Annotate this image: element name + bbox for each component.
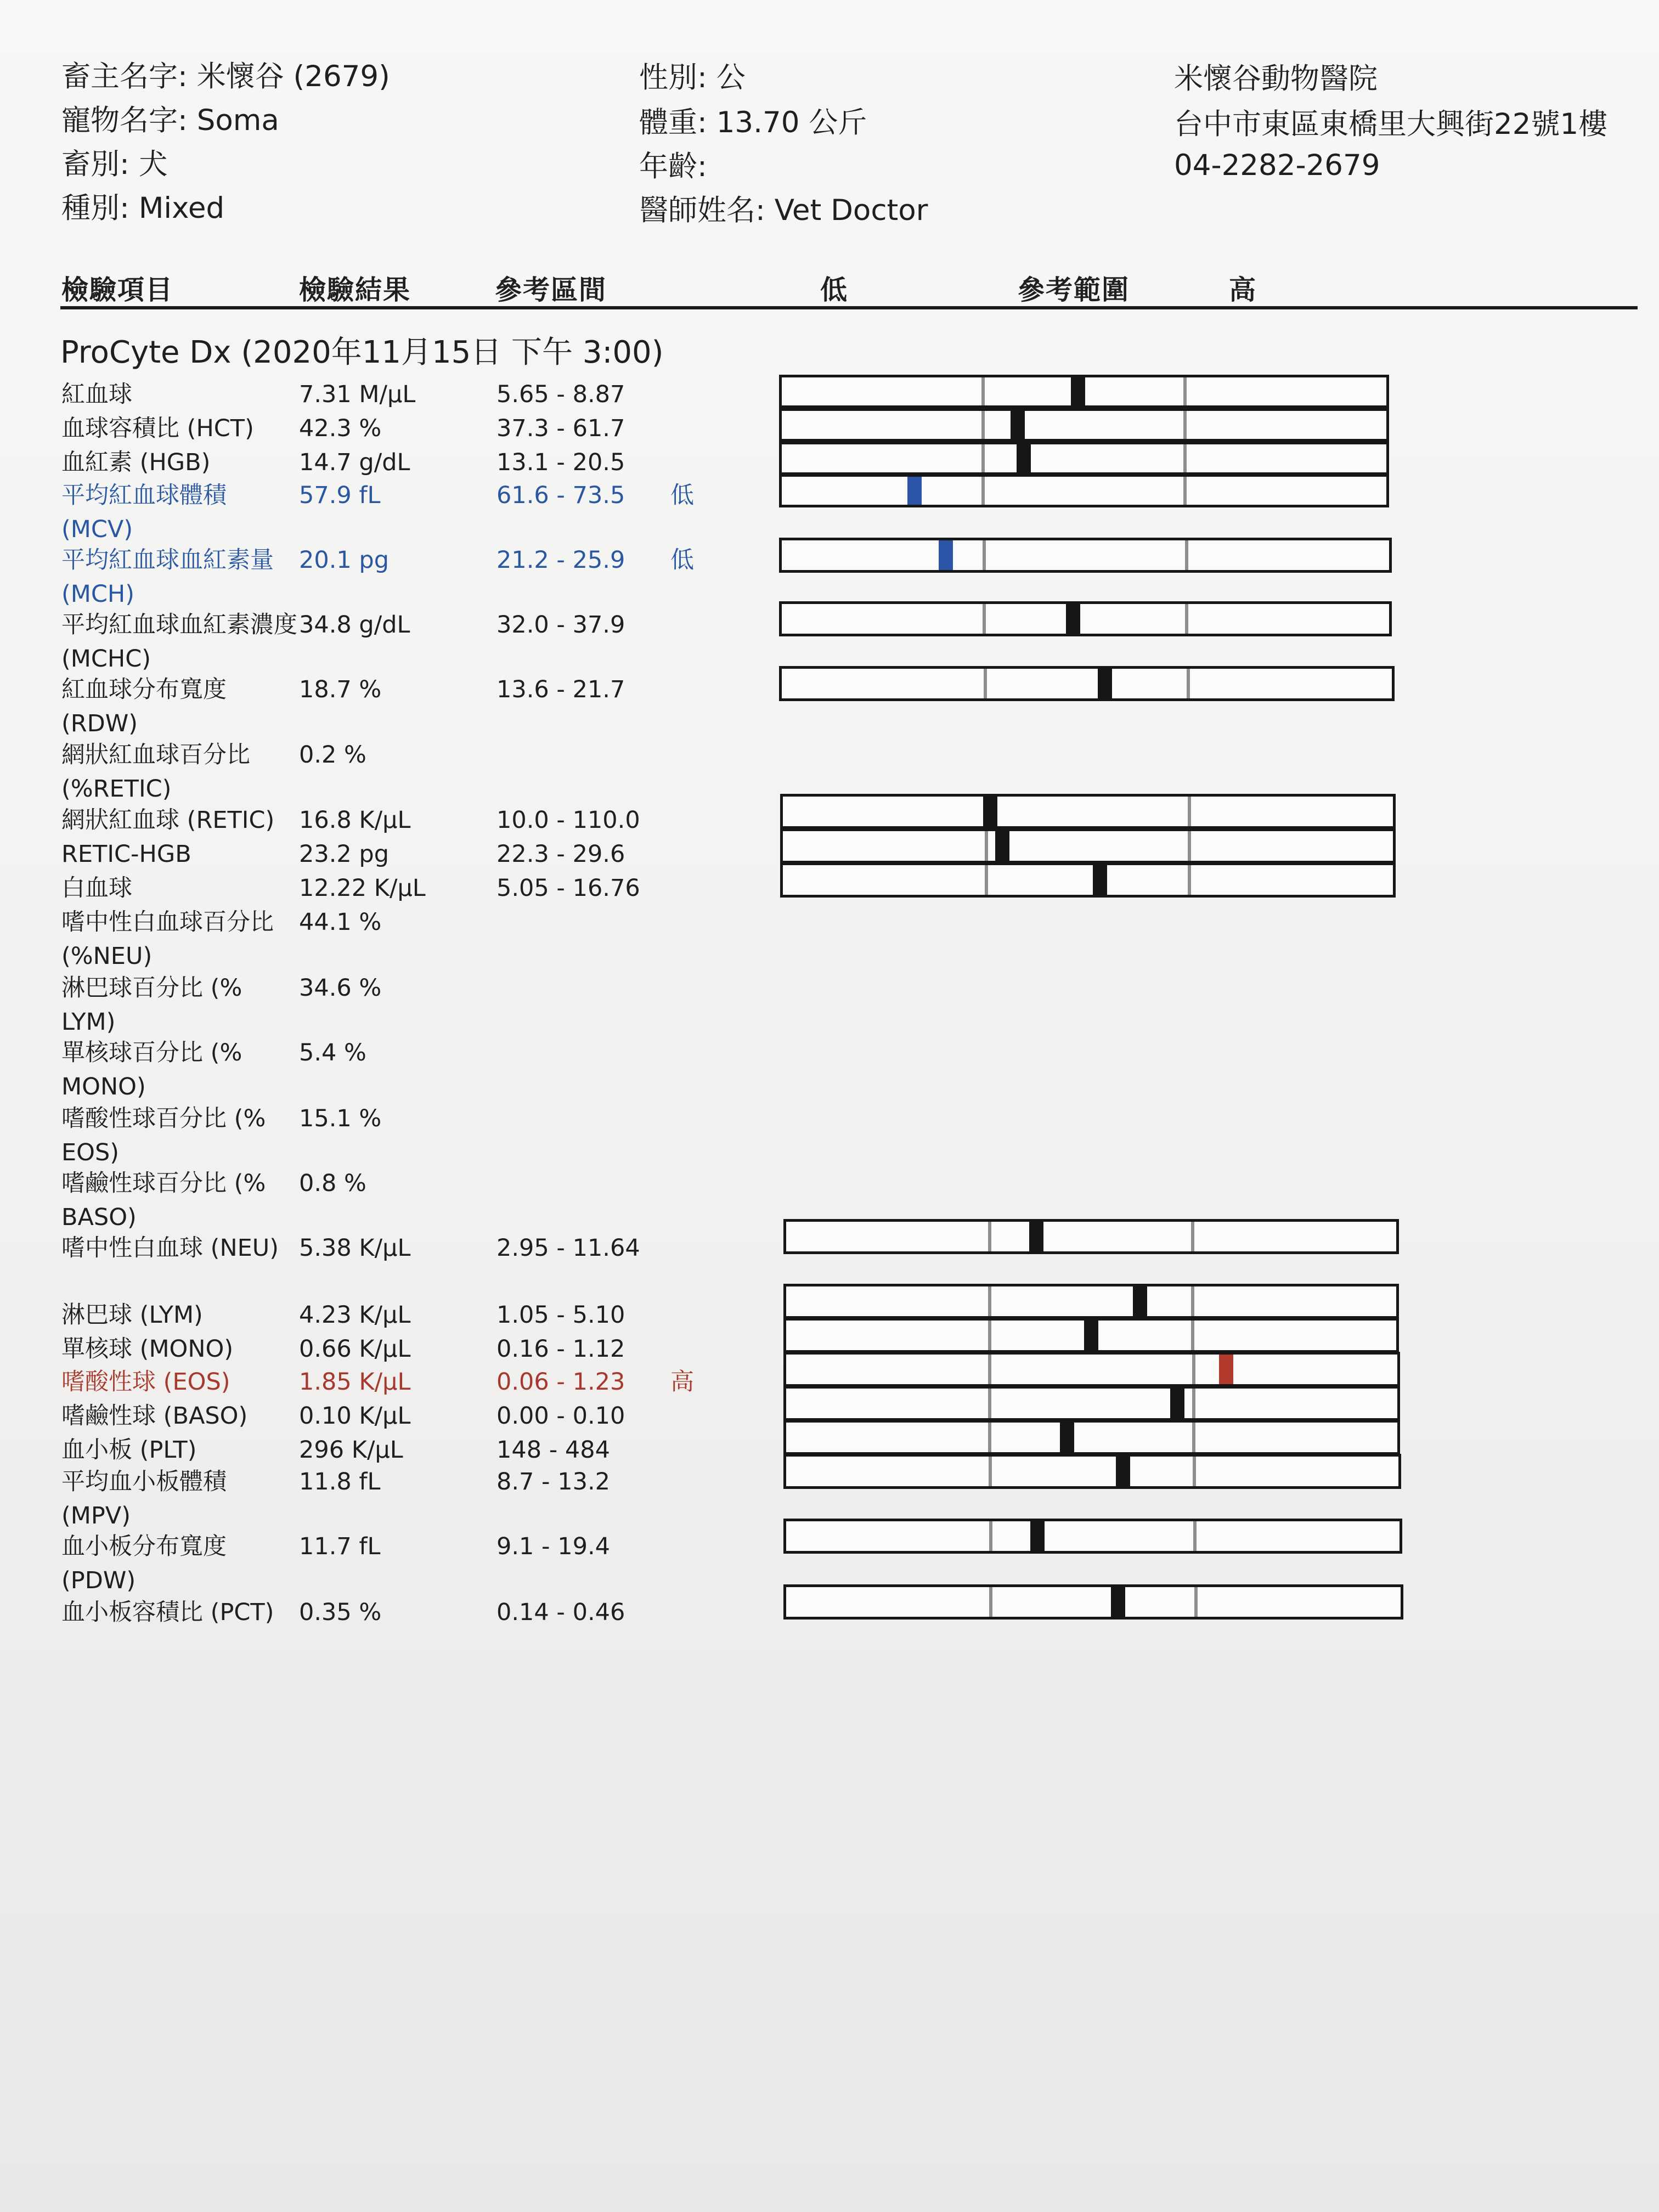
range-gauge (780, 862, 1396, 898)
range-gauge (779, 408, 1389, 442)
test-reference-range: 32.0 - 37.9 (496, 611, 625, 639)
test-result: 0.66 K/µL (299, 1335, 411, 1363)
gauge-divider (984, 669, 987, 698)
test-result: 5.4 % (299, 1039, 366, 1066)
clinic-phone: 04-2282-2679 (1174, 149, 1380, 182)
range-gauge (779, 375, 1389, 408)
gauge-marker (1219, 1355, 1233, 1384)
gauge-divider (1191, 1286, 1194, 1316)
test-result: 11.7 fL (299, 1533, 381, 1560)
test-name: 嗜鹼性球百分比 (% BASO) (61, 1170, 266, 1231)
gauge-marker (1098, 669, 1112, 698)
range-gauge (779, 474, 1389, 507)
test-flag: 低 (670, 546, 694, 574)
col-range: 參考範圍 (1018, 274, 1130, 306)
test-name: 平均紅血球血紅素量 (MCH) (61, 546, 274, 608)
test-name: 紅血球 (61, 381, 132, 408)
gauge-divider (988, 1286, 991, 1316)
gauge-divider (1188, 797, 1191, 826)
gauge-marker (1111, 1587, 1125, 1617)
age: 年齡: (639, 150, 707, 183)
gauge-divider (1191, 1222, 1194, 1251)
test-reference-range: 0.14 - 0.46 (496, 1599, 625, 1626)
range-gauge (779, 442, 1389, 475)
test-name: 網狀紅血球百分比 (%RETIC) (61, 741, 250, 803)
gauge-divider (1192, 1389, 1195, 1418)
test-result: 0.10 K/µL (299, 1402, 411, 1430)
test-result: 15.1 % (299, 1105, 382, 1132)
gauge-marker (1170, 1389, 1184, 1418)
gauge-marker (1060, 1423, 1074, 1452)
section-title: ProCyte Dx (2020年11月15日 下午 3:00) (60, 335, 664, 370)
test-name: 血紅素 (HGB) (61, 449, 211, 476)
range-gauge (783, 1352, 1400, 1387)
test-name: 網狀紅血球 (RETIC) (61, 806, 275, 834)
test-reference-range: 10.0 - 110.0 (496, 806, 640, 834)
col-high: 高 (1229, 274, 1257, 306)
test-reference-range: 61.6 - 73.5 (496, 482, 625, 509)
test-result: 0.35 % (299, 1599, 382, 1626)
gauge-marker (1116, 1457, 1130, 1486)
gauge-divider (1185, 604, 1188, 634)
test-name: 血小板分布寬度 (PDW) (61, 1533, 227, 1594)
range-gauge (783, 1519, 1402, 1554)
test-name: 嗜鹼性球 (BASO) (61, 1402, 248, 1430)
gauge-divider (1193, 1521, 1197, 1551)
gauge-divider (1183, 477, 1187, 505)
test-name: 平均血小板體積 (MPV) (61, 1468, 227, 1530)
col-reference: 參考區間 (495, 274, 607, 306)
test-result: 16.8 K/µL (299, 806, 411, 834)
test-result: 0.8 % (299, 1170, 366, 1197)
gauge-divider (989, 1457, 992, 1486)
test-result: 7.31 M/µL (299, 381, 416, 408)
range-gauge (783, 1219, 1399, 1254)
gauge-divider (981, 477, 985, 505)
gauge-divider (1183, 444, 1187, 472)
range-gauge (783, 1386, 1400, 1421)
range-gauge (783, 1454, 1401, 1489)
test-reference-range: 13.1 - 20.5 (496, 449, 625, 476)
col-low: 低 (820, 274, 849, 306)
clinic-name: 米懷谷動物醫院 (1174, 62, 1378, 95)
range-gauge (779, 538, 1392, 573)
pet-name: 寵物名字: Soma (61, 104, 279, 137)
test-result: 18.7 % (299, 676, 382, 703)
test-name: 單核球 (MONO) (61, 1335, 234, 1363)
range-gauge (783, 1284, 1399, 1319)
test-reference-range: 1.05 - 5.10 (496, 1301, 625, 1329)
test-name: 嗜酸性球百分比 (% EOS) (61, 1105, 266, 1166)
range-gauge (779, 601, 1392, 636)
gauge-marker (983, 797, 997, 826)
gauge-divider (1193, 1457, 1196, 1486)
range-gauge (783, 1420, 1400, 1455)
test-flag: 低 (670, 482, 694, 509)
gauge-divider (1192, 1423, 1195, 1452)
gauge-divider (983, 540, 986, 570)
gauge-divider (988, 1389, 991, 1418)
gauge-divider (1188, 831, 1191, 861)
owner-name: 畜主名字: 米懷谷 (2679) (61, 60, 390, 93)
gauge-marker (995, 831, 1009, 861)
test-result: 44.1 % (299, 909, 382, 936)
test-result: 57.9 fL (299, 482, 381, 509)
gauge-divider (1191, 1321, 1194, 1350)
test-result: 5.38 K/µL (299, 1234, 411, 1262)
test-name: 白血球 (61, 874, 132, 902)
test-reference-range: 0.00 - 0.10 (496, 1402, 625, 1430)
test-name: 嗜中性白血球 (NEU) (61, 1234, 279, 1262)
gauge-divider (1183, 411, 1187, 439)
species: 畜別: 犬 (61, 148, 168, 181)
gauge-divider (988, 1222, 991, 1251)
test-reference-range: 22.3 - 29.6 (496, 840, 625, 868)
gauge-marker (1071, 377, 1085, 405)
test-reference-range: 13.6 - 21.7 (496, 676, 625, 703)
sex: 性別: 公 (639, 61, 746, 94)
test-reference-range: 0.06 - 1.23 (496, 1368, 625, 1396)
test-result: 296 K/µL (299, 1436, 403, 1464)
test-reference-range: 37.3 - 61.7 (496, 415, 625, 442)
test-result: 11.8 fL (299, 1468, 381, 1496)
gauge-marker (1011, 411, 1025, 439)
range-gauge (779, 666, 1395, 701)
range-gauge (783, 1584, 1403, 1620)
test-result: 20.1 pg (299, 546, 390, 574)
gauge-divider (1188, 865, 1191, 895)
gauge-divider (1192, 1355, 1195, 1384)
test-reference-range: 5.65 - 8.87 (496, 381, 625, 408)
test-result: 34.6 % (299, 974, 382, 1002)
gauge-divider (989, 1587, 992, 1617)
gauge-marker (1066, 604, 1080, 634)
range-gauge (780, 828, 1396, 864)
test-name: 紅血球分布寬度 (RDW) (61, 676, 227, 737)
test-result: 4.23 K/µL (299, 1301, 411, 1329)
test-reference-range: 0.16 - 1.12 (496, 1335, 625, 1363)
test-result: 42.3 % (299, 415, 382, 442)
test-name: 單核球百分比 (% MONO) (61, 1039, 242, 1101)
gauge-divider (985, 865, 988, 895)
gauge-divider (988, 1355, 991, 1384)
col-result: 檢驗結果 (299, 274, 411, 306)
test-name: 淋巴球百分比 (% LYM) (61, 974, 242, 1036)
test-result: 14.7 g/dL (299, 449, 410, 476)
gauge-marker (1030, 1521, 1045, 1551)
gauge-divider (1187, 669, 1190, 698)
test-name: 血小板 (PLT) (61, 1436, 197, 1464)
weight: 體重: 13.70 公斤 (639, 106, 867, 139)
gauge-marker (939, 540, 953, 570)
vet-name: 醫師姓名: Vet Doctor (639, 194, 928, 227)
breed: 種別: Mixed (61, 191, 225, 225)
gauge-divider (983, 604, 986, 634)
gauge-divider (988, 1423, 991, 1452)
col-item: 檢驗項目 (61, 274, 174, 306)
gauge-marker (907, 477, 922, 505)
gauge-divider (985, 831, 988, 861)
test-name: 嗜中性白血球百分比 (%NEU) (61, 909, 274, 970)
test-flag: 高 (670, 1368, 694, 1396)
gauge-divider (988, 1321, 991, 1350)
range-gauge (783, 1318, 1399, 1353)
test-result: 12.22 K/µL (299, 874, 426, 902)
test-result: 1.85 K/µL (299, 1368, 411, 1396)
test-reference-range: 2.95 - 11.64 (496, 1234, 640, 1262)
gauge-divider (981, 444, 985, 472)
test-name: 血小板容積比 (PCT) (61, 1599, 274, 1626)
test-result: 23.2 pg (299, 840, 390, 868)
gauge-divider (989, 1521, 992, 1551)
test-name: 嗜酸性球 (EOS) (61, 1368, 230, 1396)
test-reference-range: 8.7 - 13.2 (496, 1468, 610, 1496)
test-name: RETIC-HGB (61, 840, 191, 868)
test-reference-range: 5.05 - 16.76 (496, 874, 640, 902)
test-name: 平均紅血球體積 (MCV) (61, 482, 227, 543)
test-result: 0.2 % (299, 741, 366, 769)
test-reference-range: 21.2 - 25.9 (496, 546, 625, 574)
gauge-marker (1017, 444, 1031, 472)
test-reference-range: 9.1 - 19.4 (496, 1533, 610, 1560)
gauge-divider (981, 411, 985, 439)
test-name: 血球容積比 (HCT) (61, 415, 254, 442)
gauge-divider (1185, 540, 1188, 570)
gauge-marker (1084, 1321, 1098, 1350)
gauge-marker (1093, 865, 1107, 895)
clinic-address: 台中市東區東橋里大興街22號1樓 (1174, 108, 1608, 141)
test-result: 34.8 g/dL (299, 611, 410, 639)
gauge-divider (981, 377, 985, 405)
gauge-divider (1183, 377, 1187, 405)
test-name: 淋巴球 (LYM) (61, 1301, 203, 1329)
range-gauge (780, 794, 1396, 829)
gauge-divider (1194, 1587, 1198, 1617)
gauge-marker (1029, 1222, 1043, 1251)
test-reference-range: 148 - 484 (496, 1436, 611, 1464)
test-name: 平均紅血球血紅素濃度 (MCHC) (61, 611, 297, 673)
gauge-marker (1133, 1286, 1147, 1316)
header-rule (60, 306, 1638, 309)
